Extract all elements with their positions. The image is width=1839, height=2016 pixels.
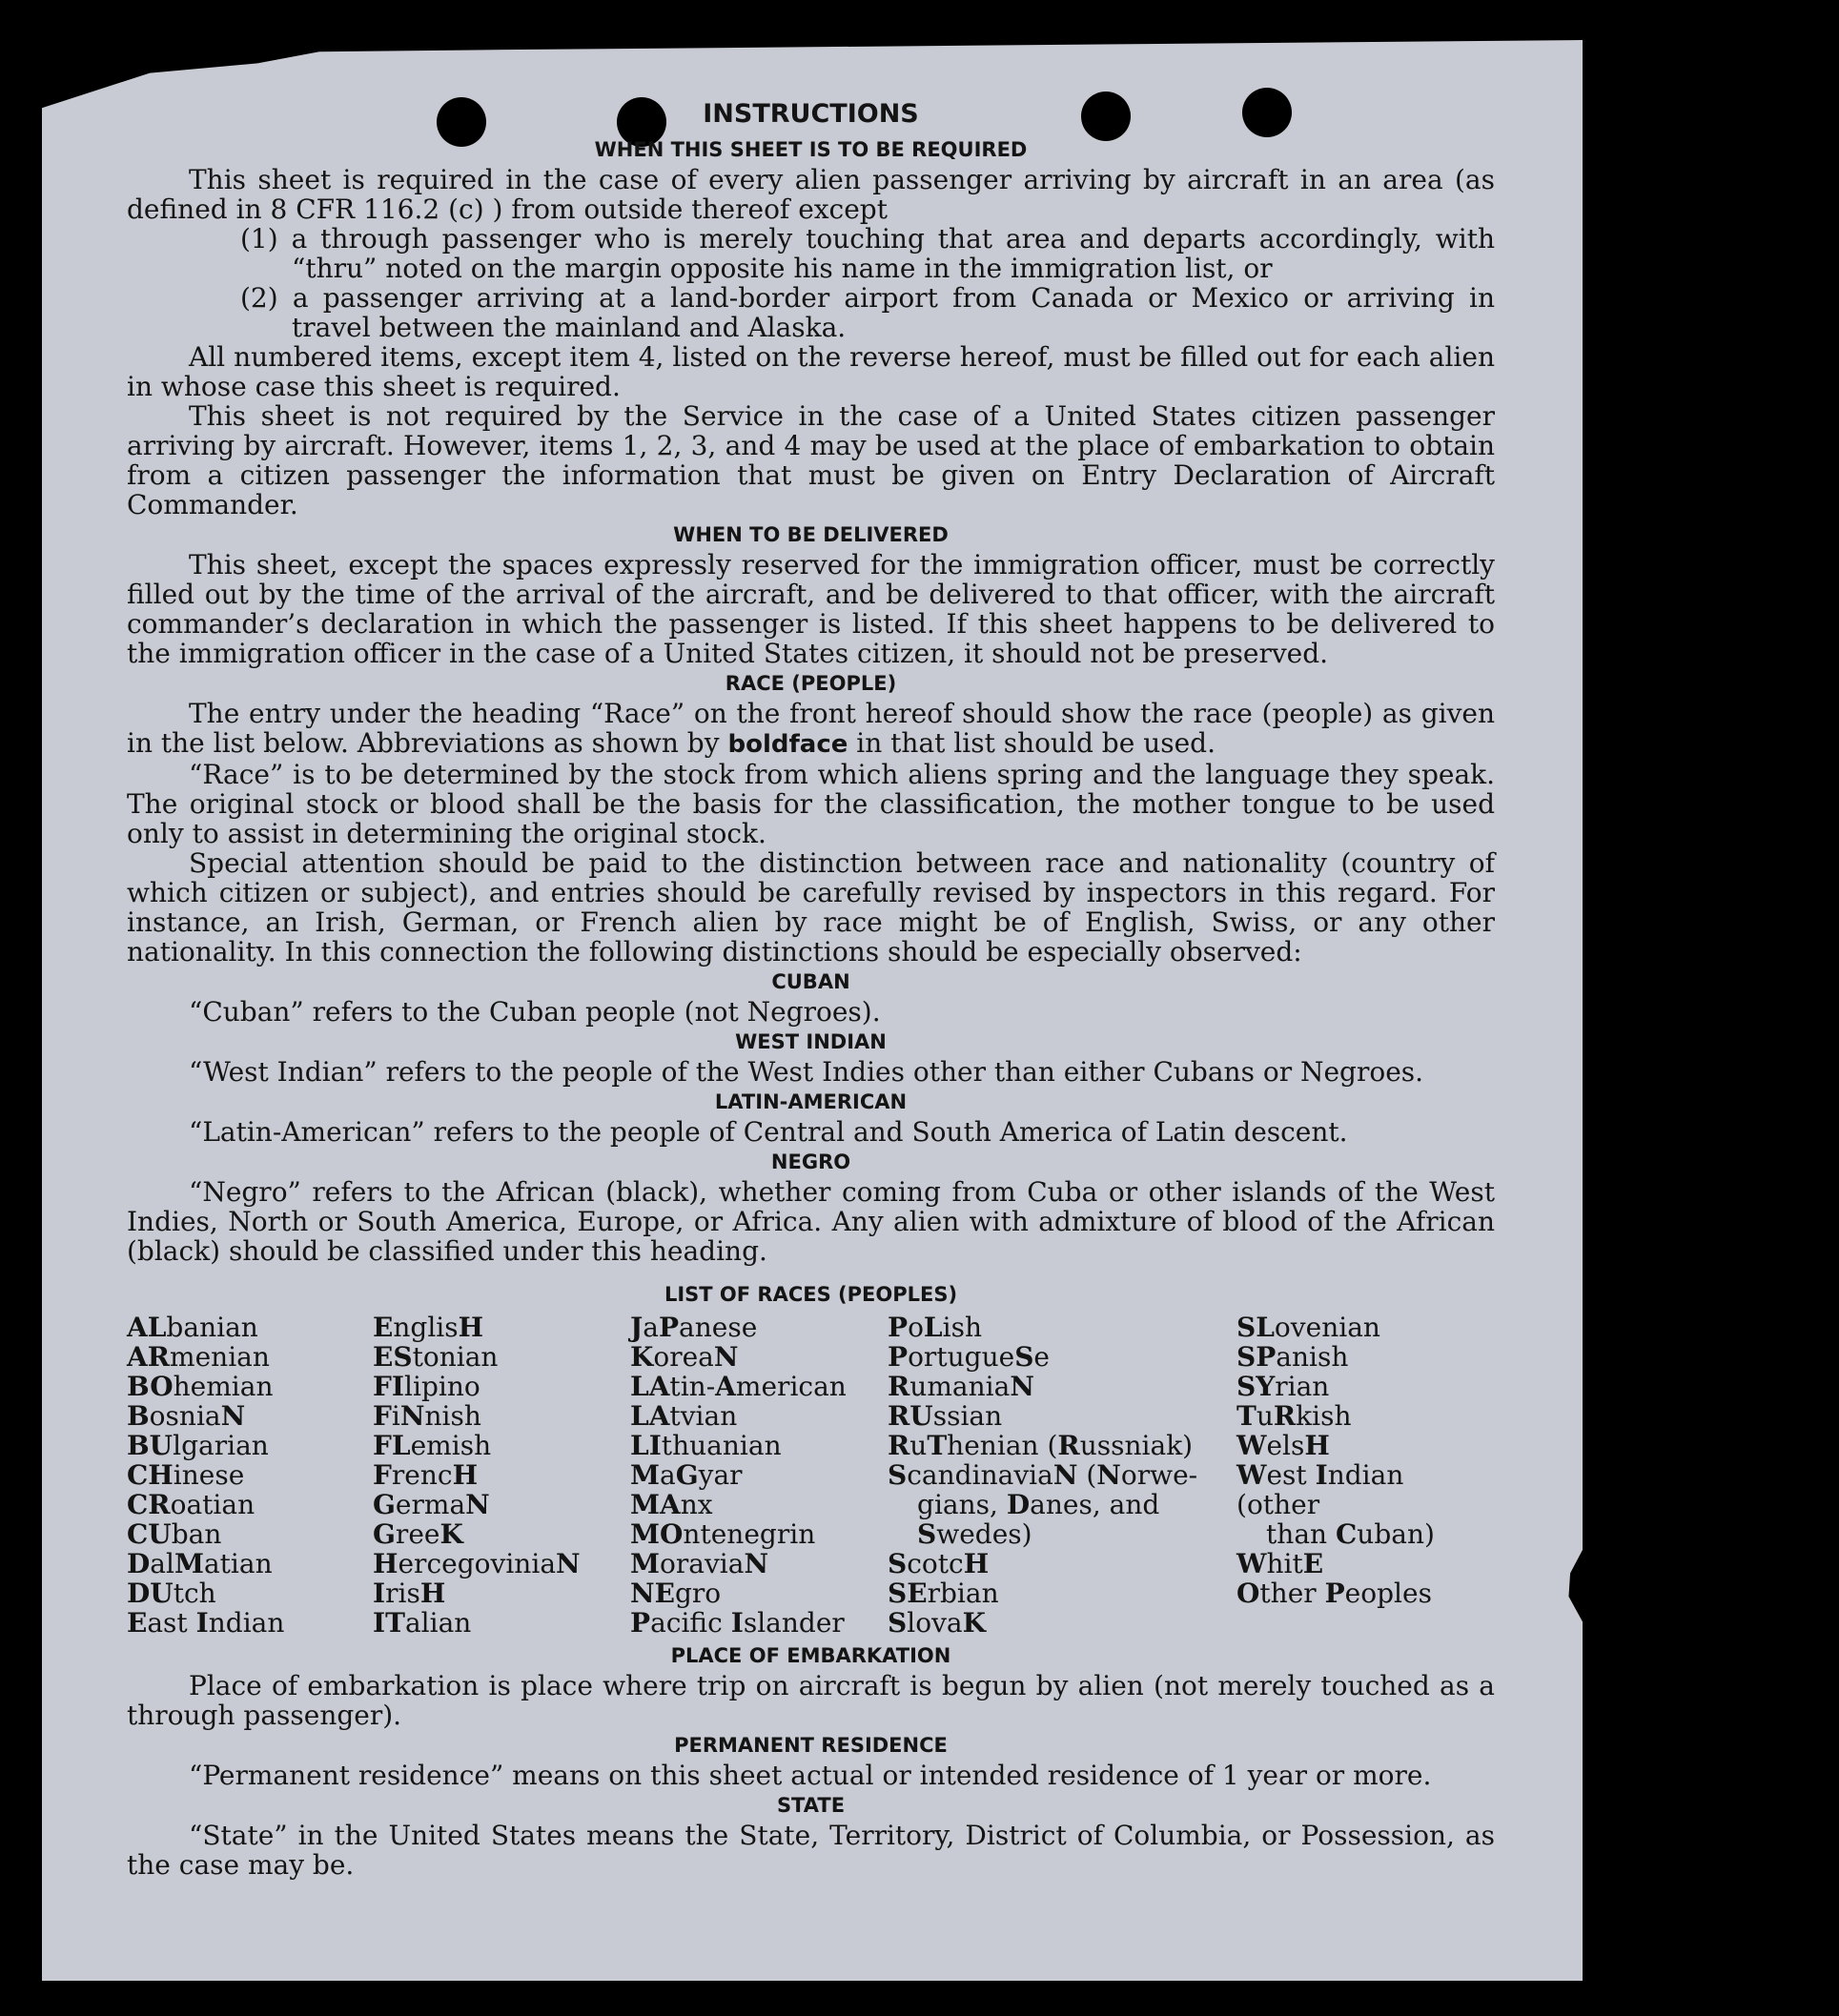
race-entry: Other Peoples	[1236, 1578, 1432, 1609]
race-entry: SYrian	[1236, 1371, 1330, 1402]
race-entry: FrencH	[373, 1459, 479, 1491]
race-entry: PortugueSe	[888, 1341, 1050, 1373]
race-entry: Swedes)	[917, 1518, 1032, 1550]
list-item: (1) a through passenger who is merely touching that area and departs accordingly, with “thru” noted on the margin opposite his name in the immigration list, or	[240, 223, 1495, 284]
race-entry: East Indian	[127, 1607, 285, 1639]
race-entry: LAtin-American	[630, 1371, 847, 1402]
race-entry: WelsH	[1236, 1430, 1330, 1461]
races-list	[127, 1313, 1495, 1638]
race-entry: SPanish	[1236, 1341, 1349, 1373]
race-entry: LIthuanian	[630, 1430, 782, 1461]
heading-cuban: CUBAN	[771, 970, 850, 993]
race-entry: CRoatian	[127, 1489, 255, 1520]
heading-when-delivered: WHEN TO BE DELIVERED	[673, 523, 949, 546]
race-entry: FIlipino	[373, 1371, 480, 1402]
race-entry: LAtvian	[630, 1400, 738, 1432]
race-entry: CUban	[127, 1518, 222, 1550]
race-entry: DUtch	[127, 1578, 216, 1609]
races-column	[373, 1313, 630, 1638]
heading-west-indian: WEST INDIAN	[735, 1030, 887, 1053]
race-entry: EnglisH	[373, 1312, 484, 1343]
race-entry: ARmenian	[127, 1341, 270, 1373]
race-entry: BosniaN	[127, 1400, 246, 1432]
heading-residence: PERMANENT RESIDENCE	[674, 1734, 948, 1757]
paragraph: This sheet, except the spaces expressly reserved for the immigration officer, must be correctly filled out by the time of the arrival of the aircraft, and be delivered to that officer, with the aircraft commander’s declaration in which the passenger is listed. If this sheet happens to be delivered to the immigration officer in the case of a United States citizen, it should not be preserved.	[127, 549, 1495, 669]
race-entry: GreeK	[373, 1518, 463, 1550]
heading-when-required: WHEN THIS SHEET IS TO BE REQUIRED	[594, 138, 1028, 161]
race-entry: than Cuban)	[1266, 1518, 1435, 1550]
race-entry: SErbian	[888, 1578, 999, 1609]
race-entry: IrisH	[373, 1578, 446, 1609]
paragraph: “Negro” refers to the African (black), whether coming from Cuba or other islands of the West Indies, North or South America, Europe, or Africa. Any alien with admixture of blood of the African (black) should be classified under this heading.	[127, 1176, 1495, 1267]
race-entry: MOntenegrin	[630, 1518, 816, 1550]
race-entry: RUssian	[888, 1400, 1003, 1432]
race-entry: RumaniaN	[888, 1371, 1034, 1402]
races-column	[1236, 1313, 1495, 1638]
race-entry: BUlgarian	[127, 1430, 269, 1461]
race-entry: HercegoviniaN	[373, 1548, 581, 1579]
document-body	[127, 99, 1495, 1880]
race-entry: West Indian (other	[1236, 1459, 1404, 1520]
paragraph: “Latin-American” refers to the people of Central and South America of Latin descent.	[189, 1116, 1348, 1148]
paragraph: “State” in the United States means the State, Territory, District of Columbia, or Possession, as the case may be.	[127, 1820, 1495, 1881]
race-entry: EStonian	[373, 1341, 499, 1373]
race-entry: MaGyar	[630, 1459, 743, 1491]
heading-state: STATE	[776, 1794, 846, 1817]
paragraph: “West Indian” refers to the people of the West Indies other than either Cubans or Negroes.	[189, 1056, 1424, 1088]
paragraph: “Race” is to be determined by the stock from which aliens spring and the language they speak. The original stock or blood shall be the basis for the classification, the mother tongue to be used only to assist in determining the original stock.	[127, 759, 1495, 849]
race-entry: ALbanian	[127, 1312, 258, 1343]
race-entry: SlovaK	[888, 1607, 986, 1639]
race-entry: Pacifc Islander	[630, 1607, 845, 1639]
race-entry: ScandinaviaN (Norwe-	[888, 1459, 1198, 1491]
race-entry: FLemish	[373, 1430, 492, 1461]
paragraph: This sheet is not required by the Service in the case of a United States citizen passenger arriving by aircraft. However, items 1, 2, 3, and 4 may be used at the place of embarkation to obtain from a citizen passenger the information that must be given on Entry Declaration of Aircraft Commander.	[127, 400, 1495, 520]
heading-list-of-races: LIST OF RACES (PEOPLES)	[664, 1283, 958, 1306]
races-column	[888, 1313, 1236, 1638]
heading-race: RACE (PEOPLE)	[725, 672, 897, 695]
paragraph: “Permanent residence” means on this sheet actual or intended residence of 1 year or more.	[189, 1760, 1432, 1791]
paragraph: Special attention should be paid to the distinction between race and nationality (country of which citizen or subject), and entries should be carefully revised by inspectors in this regard. For instance, an Irish, German, or French alien by race might be of English, Swiss, or any other nationality. In this connection the following distinctions should be especially observed:	[127, 847, 1495, 967]
race-entry: GermaN	[373, 1489, 490, 1520]
document-title: INSTRUCTIONS	[703, 99, 919, 129]
heading-latin-american: LATIN-AMERICAN	[714, 1090, 908, 1113]
race-entry: ScotcH	[888, 1548, 990, 1579]
races-column	[630, 1313, 888, 1638]
paragraph: The entry under the heading “Race” on the front hereof should show the race (people) as given in the list below. Abbreviations as shown by boldface in that list should be used.	[127, 698, 1495, 759]
race-entry: BOhemian	[127, 1371, 274, 1402]
race-entry: FiNnish	[373, 1400, 481, 1432]
race-entry: TuRkish	[1236, 1400, 1352, 1432]
boldface-word: boldface	[727, 730, 848, 759]
race-entry: CHinese	[127, 1459, 245, 1491]
heading-embarkation: PLACE OF EMBARKATION	[670, 1644, 951, 1667]
heading-negro: NEGRO	[770, 1151, 851, 1173]
races-column	[127, 1313, 373, 1638]
race-entry: gians, Danes, and	[917, 1489, 1160, 1520]
paragraph: This sheet is required in the case of every alien passenger arriving by aircraft in an area (as defined in 8 CFR 116.2 (c) ) from outside thereof except	[127, 164, 1495, 225]
paragraph: Place of embarkation is place where trip on aircraft is begun by alien (not merely touched as a through passenger).	[127, 1670, 1495, 1731]
race-entry: WhitE	[1236, 1548, 1324, 1579]
list-item: (2) a passenger arriving at a land-border airport from Canada or Mexico or arriving in travel between the mainland and Alaska.	[240, 282, 1495, 343]
race-entry: ITalian	[373, 1607, 472, 1639]
race-entry: DalMatian	[127, 1548, 273, 1579]
race-entry: NEgro	[630, 1578, 722, 1609]
race-entry: MoraviaN	[630, 1548, 769, 1579]
race-entry: PoLish	[888, 1312, 982, 1343]
paragraph: “Cuban” refers to the Cuban people (not Negroes).	[189, 996, 881, 1028]
paragraph: All numbered items, except item 4, listed on the reverse hereof, must be filled out for each alien in whose case this sheet is required.	[127, 341, 1495, 402]
race-entry: RuThenian (Russniak)	[888, 1430, 1194, 1461]
race-entry: KoreaN	[630, 1341, 739, 1373]
race-entry: SLovenian	[1236, 1312, 1380, 1343]
race-entry: JaPanese	[630, 1312, 758, 1343]
race-entry: MAnx	[630, 1489, 713, 1520]
